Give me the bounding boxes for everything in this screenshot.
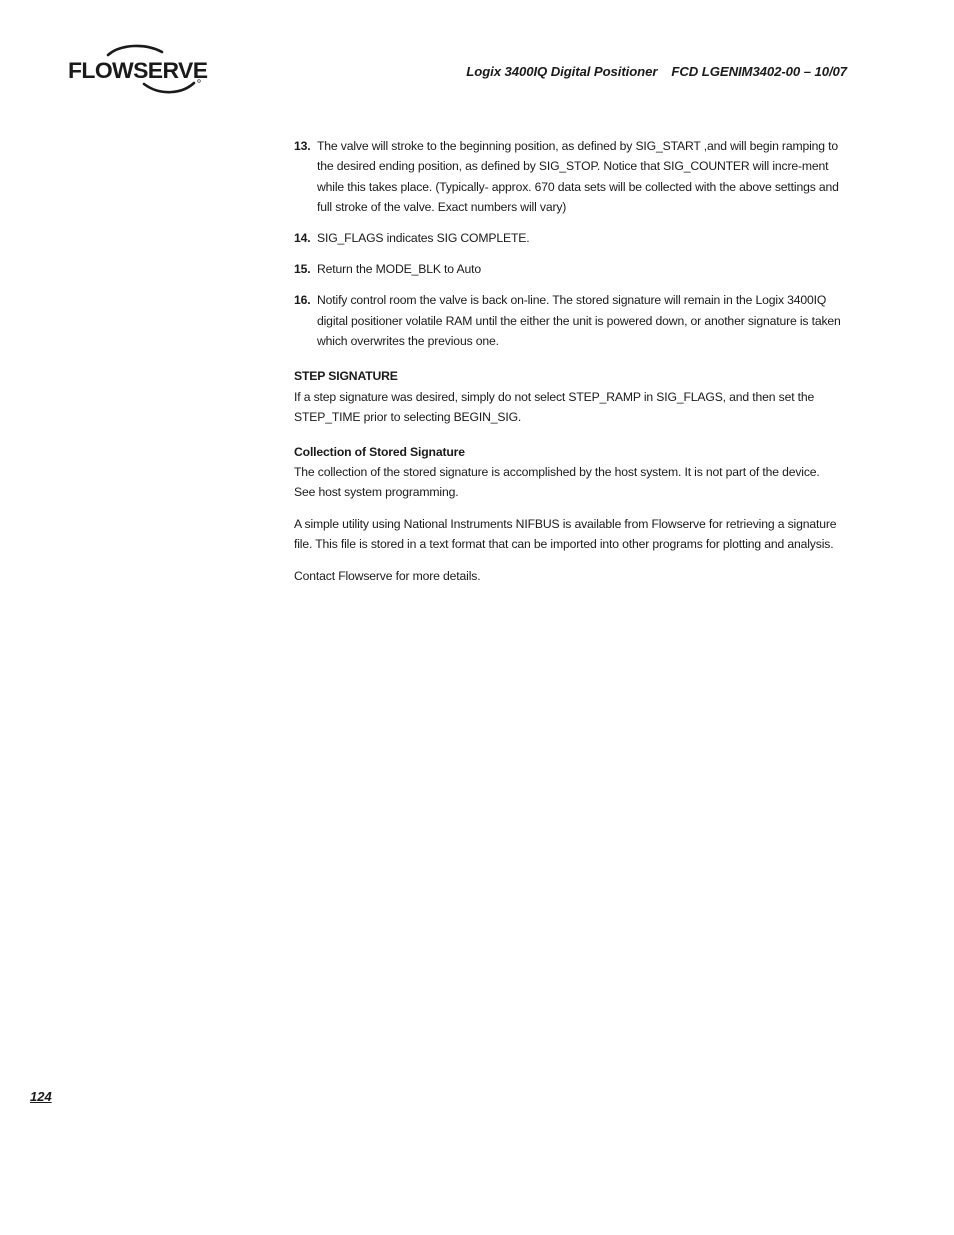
collection-heading: Collection of Stored Signature — [294, 444, 465, 459]
doc-title: Logix 3400IQ Digital Positioner — [466, 64, 658, 79]
flowserve-logo — [68, 44, 208, 96]
utility-paragraph: A simple utility using National Instruments NIFBUS is available from Flowserve for retrieving a signature file. This file is stored in a text format that can be imported into other programs for plotting and analysis. — [294, 516, 837, 552]
step-item — [294, 259, 842, 279]
step-number: 13. — [294, 139, 311, 153]
main-content — [294, 136, 842, 597]
logo-wordmark: FLOWSERVE — [68, 58, 208, 83]
step-item — [294, 228, 842, 248]
step-number: 15. — [294, 262, 311, 277]
step-signature-body: If a step signature was desired, simply do not select STEP_RAMP in SIG_FLAGS, and then set the STEP_TIME prior to selecting BEGIN_SIG. — [294, 389, 815, 425]
step-signature-heading: STEP SIGNATURE — [294, 369, 398, 384]
page-header — [466, 64, 847, 79]
contact-paragraph: Contact Flowserve for more details. — [294, 568, 481, 583]
step-text: Return the MODE_BLK to Auto — [317, 262, 481, 277]
step-text: Notify control room the valve is back on-line. The stored signature will remain in the Logix 3400IQ digital positioner volatile RAM until the either the unit is powered down, or another signature is taken which overwrites the previous one. — [317, 293, 841, 349]
step-item — [294, 290, 842, 351]
step-number: 16. — [294, 293, 311, 308]
step-item — [294, 136, 842, 218]
page-number: 124 — [30, 1089, 52, 1104]
step-number: 14. — [294, 231, 311, 246]
step-text: SIG_FLAGS indicates SIG COMPLETE. — [317, 231, 530, 246]
collection-paragraph: The collection of the stored signature is accomplished by the host system. It is not part of the device. See host system programming. — [294, 465, 820, 500]
step-text: The valve will stroke to the beginning position, as defined by SIG_START ,and will begin ramping to the desired ending position, as defined by SIG_STOP. Notice that SIG_COUNTER will incre-ment while this takes place. (Typically- approx. 670 data sets will be collected with the above settings and full stroke of the valve. Exact numbers will vary) — [317, 139, 839, 215]
doc-code: FCD LGENIM3402-00 – 10/07 — [671, 64, 847, 79]
